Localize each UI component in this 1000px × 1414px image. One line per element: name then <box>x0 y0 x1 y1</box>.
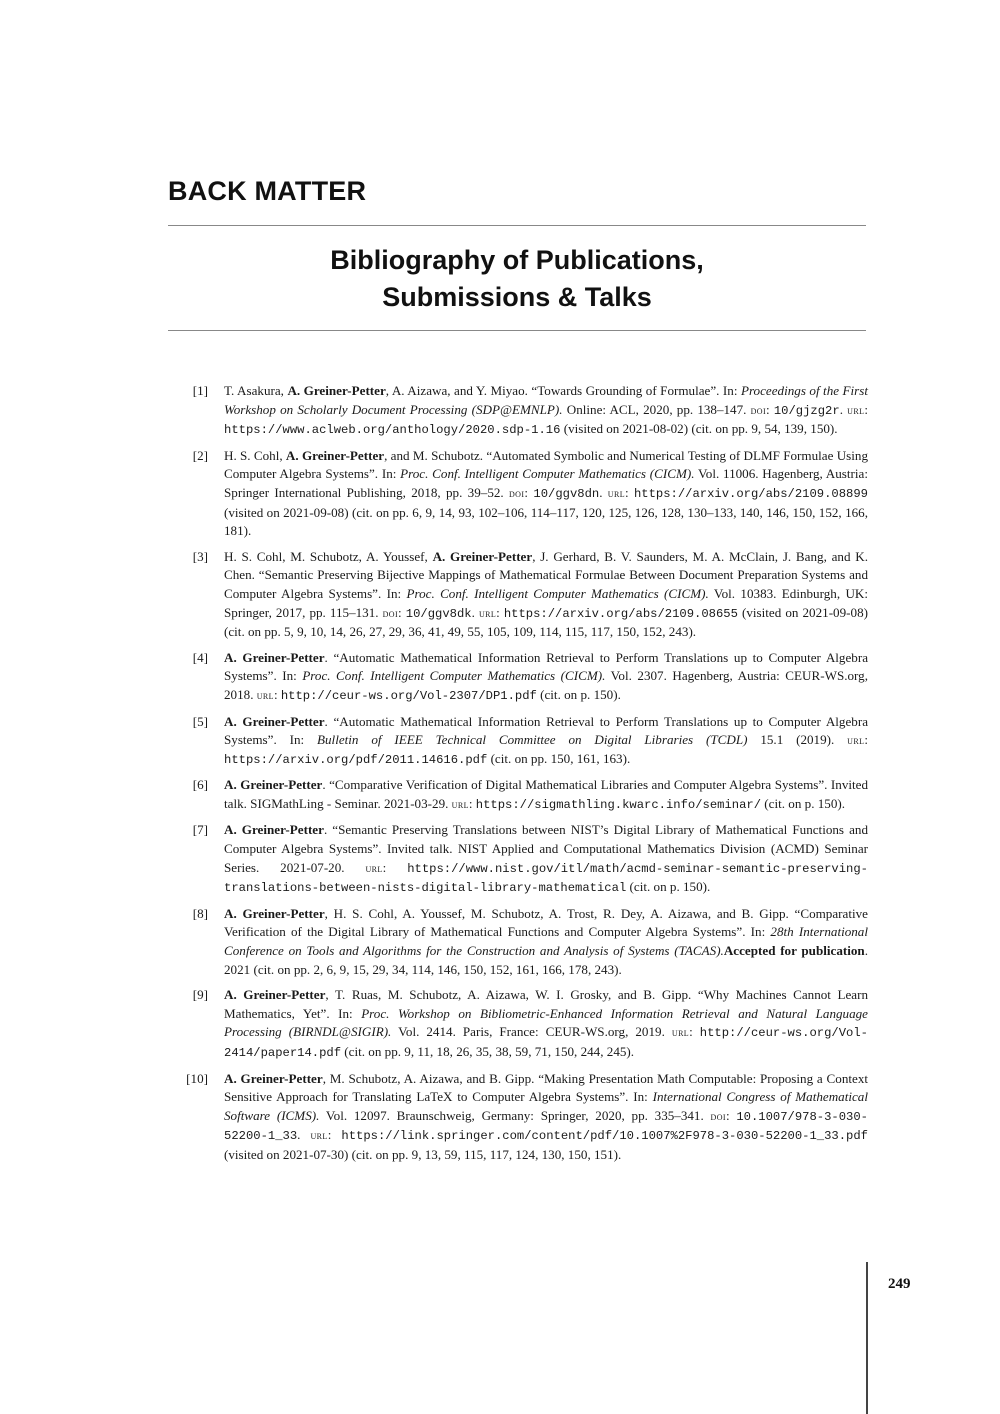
url-label: url <box>310 1128 328 1143</box>
highlighted-author: A. Greiner-Petter <box>224 987 326 1003</box>
url-label: url <box>256 687 274 702</box>
entry-title: “Automatic Mathematical Information Retrieval to Perform Translations up to Computer Algebra Systems”. In: <box>224 649 869 684</box>
authors-before: H. S. Cohl, <box>224 447 286 463</box>
url-link[interactable]: https://www.nist.gov/itl/math/acmd-seminar-semantic-preserving-translations-between-nists-digital-library-mathematical <box>224 861 868 896</box>
url-link[interactable]: https://arxiv.org/abs/2109.08655 <box>503 606 738 621</box>
entry-tail: (cit. on p. 150). <box>536 686 621 702</box>
doi-label: doi <box>750 402 767 417</box>
url-link[interactable]: https://link.springer.com/content/pdf/10.1007%2F978-3-030-52200-1_33.pdf <box>341 1129 868 1144</box>
highlighted-author: A. Greiner-Petter <box>224 1070 323 1086</box>
authors-after: . <box>323 822 333 838</box>
entry-tail: (cit. on p. 150). <box>626 879 711 895</box>
doi-label: doi <box>710 1108 726 1123</box>
chapter-title <box>168 242 866 316</box>
page-number: 249 <box>888 1276 911 1292</box>
entry-details: Vol. 2307. Hagenberg, Austria: CEUR-WS.org, 2018. <box>224 668 868 702</box>
url-link[interactable]: http://ceur-ws.org/Vol-2414/paper14.pdf <box>224 1026 868 1060</box>
doi-value[interactable]: 10/ggv8dn <box>533 486 600 501</box>
entry-number: [10] <box>186 1070 208 1086</box>
entry-title: “Comparative Verification of the Digital Library of Mathematical Functions and Computer Algebra Systems”. In: <box>224 905 868 940</box>
entry-number: [5] <box>192 713 208 729</box>
entry-tail: (cit. on p. 150). <box>761 795 846 811</box>
authors-after: . <box>322 777 330 793</box>
entry-title: “Making Presentation Math Computable: Proposing a Context Sensitive Approach for Translating LaTeX to Computer Algebra Systems”. In: <box>224 1070 868 1105</box>
highlighted-author: A. Greiner-Petter <box>224 649 325 665</box>
authors-after: , T. Ruas, M. Schubotz, A. Aizawa, W. I. Grosky, and B. Gipp. <box>325 987 698 1003</box>
url-label: url <box>365 860 383 875</box>
url-link[interactable]: https://arxiv.org/abs/2109.08899 <box>633 486 868 501</box>
highlighted-author: A. Greiner-Petter <box>432 548 533 564</box>
accepted-note: Accepted for publication <box>723 943 865 959</box>
entry-venue: Proc. Conf. Intelligent Computer Mathematics (CICM). <box>302 668 606 684</box>
authors-after: , and M. Schubotz. <box>384 447 487 463</box>
bibliography-list <box>168 382 868 1172</box>
entry-number: [6] <box>192 777 208 793</box>
url-link[interactable]: https://www.aclweb.org/anthology/2020.sdp-1.16 <box>224 423 561 438</box>
entry-number: [4] <box>192 649 208 665</box>
bibliography-entry <box>168 905 868 979</box>
entry-title: “Semantic Preserving Translations between NIST’s Digital Library of Mathematical Functions and Computer Algebra Systems”. Invited talk. NIST Applied and Computational Mathematics Division (ACMD) Seminar Series. 2021-07-20. <box>224 822 868 875</box>
top-rule <box>168 225 866 226</box>
entry-title: “Why Machines Cannot Learn Mathematics, Yet”. In: <box>224 987 868 1021</box>
entry-tail: (visited on 2021-07-30) (cit. on pp. 9, 13, 59, 115, 117, 124, 130, 150, 151). <box>224 1146 622 1162</box>
bibliography-entry: [6] A. Greiner-Petter. “Comparative Verification of Digital Mathematical Libraries and Computer Algebra Systems”. Invited talk. SIGMathLing - Seminar. 2021-03-29. url: https://sigmathling.kwarc.info/seminar/ (cit. on p. 150). <box>168 776 868 814</box>
bibliography-entry: [1] T. Asakura, A. Greiner-Petter, A. Aizawa, and Y. Miyao. “Towards Grounding of Formulae”. In: Proceedings of the First Workshop on Scholarly Document Processing (SDP@EMNLP). Online: ACL, 2020, pp. 138–147. doi: 10/gjzg2r. url: https://www.aclweb.org/anthology/2020.sdp-1.16 (visited on 2021-08-02) (cit. on pp. 9, 54, 139, 150). <box>168 382 868 440</box>
margin-bar <box>866 1262 868 1414</box>
url-label: url <box>607 485 625 500</box>
highlighted-author: A. Greiner-Petter <box>224 713 325 729</box>
authors-before: T. Asakura, <box>224 383 288 398</box>
authors-after: , M. Schubotz, A. Aizawa, and B. Gipp. <box>322 1070 539 1086</box>
url-link[interactable]: https://sigmathling.kwarc.info/seminar/ <box>475 797 762 812</box>
entry-title: “Automated Symbolic and Numerical Testing of DLMF Formulae Using Computer Algebra Systems”. In: <box>224 447 868 482</box>
chapter-title-line-1: Bibliography of Publications, <box>330 245 704 275</box>
authors-after: . <box>324 649 334 665</box>
entry-number: [2] <box>192 447 208 463</box>
url-label: url <box>847 402 865 417</box>
entry-venue: Proc. Workshop on Bibliometric-Enhanced Information Retrieval and Natural Language Processing (BIRNDL@SIGIR). <box>224 1005 868 1040</box>
entry-title: “Comparative Verification of Digital Mathematical Libraries and Computer Algebra Systems”. Invited talk. SIGMathLing - Seminar. 2021-03-29. <box>224 777 869 811</box>
bibliography-entry: [3] H. S. Cohl, M. Schubotz, A. Youssef, A. Greiner-Petter, J. Gerhard, B. V. Saunders, M. A. McClain, J. Bang, and K. Chen. “Semantic Preserving Bijective Mappings of Mathematical Formulae Between Document Preparation Systems and Computer Algebra Systems”. In: Proc. Conf. Intelligent Computer Mathematics (CICM). Vol. 10383. Edinburgh, UK: Springer, 2017, pp. 115–131. doi: 10/ggv8dk. url: https://arxiv.org/abs/2109.08655 (visited on 2021-09-08) (cit. on pp. 5, 9, 10, 14, 26, 27, 29, 36, 41, 49, 55, 105, 109, 114, 115, 117, 150, 152, 243). <box>168 548 868 642</box>
entry-venue: Proc. Conf. Intelligent Computer Mathematics (CICM). <box>406 585 709 601</box>
part-title: BACK MATTER <box>168 176 367 206</box>
bibliography-entry: [10] A. Greiner-Petter, M. Schubotz, A. Aizawa, and B. Gipp. “Making Presentation Math Computable: Proposing a Context Sensitive Approach for Translating LaTeX to Computer Algebra Systems”. In: International Congress of Mathematical Software (ICMS). Vol. 12097. Braunschweig, Germany: Springer, 2020, pp. 335–341. doi: 10.1007/978-3-030-52200-1_33. url: https://link.springer.com/content/pdf/10.1007%2F978-3-030-52200-1_33.pdf (visited on 2021-07-30) (cit. on pp. 9, 13, 59, 115, 117, 124, 130, 150, 151). <box>168 1070 868 1165</box>
bottom-rule <box>168 330 866 331</box>
url-label: url <box>451 796 469 811</box>
entry-number: [1] <box>192 383 208 398</box>
authors-before: H. S. Cohl, M. Schubotz, A. Youssef, <box>224 548 433 564</box>
url-link[interactable]: http://ceur-ws.org/Vol-2307/DP1.pdf <box>280 688 537 703</box>
entry-tail: (cit. on pp. 9, 11, 18, 26, 35, 38, 59, 71, 150, 244, 245). <box>341 1044 635 1059</box>
entry-details: 15.1 (2019). <box>747 732 848 748</box>
doi-value[interactable]: 10/ggv8dk <box>405 606 472 621</box>
doi-label: doi <box>509 485 525 500</box>
entry-tail: (visited on 2021-09-08) (cit. on pp. 5, 9, 10, 14, 26, 27, 29, 36, 41, 49, 55, 105, 109, 114, 115, 117, 150, 152, 243). <box>224 604 868 640</box>
entry-details: Vol. 2414. Paris, France: CEUR-WS.org, 2019. <box>391 1024 672 1040</box>
bibliography-entry: [4] A. Greiner-Petter. “Automatic Mathematical Information Retrieval to Perform Translations up to Computer Algebra Systems”. In: Proc. Conf. Intelligent Computer Mathematics (CICM). Vol. 2307. Hagenberg, Austria: CEUR-WS.org, 2018. url: http://ceur-ws.org/Vol-2307/DP1.pdf (cit. on p. 150). <box>168 649 868 706</box>
entry-title: “Towards Grounding of Formulae”. In: <box>531 383 741 398</box>
highlighted-author: A. Greiner-Petter <box>224 777 323 793</box>
url-label: url <box>671 1025 690 1040</box>
entry-venue: Proc. Conf. Intelligent Computer Mathematics (CICM). <box>400 466 695 482</box>
entry-number: [9] <box>192 987 208 1003</box>
bibliography-entry: [9] A. Greiner-Petter, T. Ruas, M. Schubotz, A. Aizawa, W. I. Grosky, and B. Gipp. “Why Machines Cannot Learn Mathematics, Yet”. In: Proc. Workshop on Bibliometric-Enhanced Information Retrieval and Natural Language Processing (BIRNDL@SIGIR). Vol. 2414. Paris, France: CEUR-WS.org, 2019. url: http://ceur-ws.org/Vol-2414/paper14.pdf (cit. on pp. 9, 11, 18, 26, 35, 38, 59, 71, 150, 244, 245). <box>168 986 868 1062</box>
entry-title: “Automatic Mathematical Information Retrieval to Perform Translations up to Computer Algebra Systems”. In: <box>224 713 869 748</box>
entry-number: [3] <box>192 548 208 564</box>
entry-number: [7] <box>192 822 208 838</box>
authors-after: , H. S. Cohl, A. Youssef, M. Schubotz, A. Trost, R. Dey, A. Aizawa, and B. Gipp. <box>324 905 795 921</box>
highlighted-author: A. Greiner-Petter <box>224 822 324 838</box>
entry-venue: International Congress of Mathematical Software (ICMS). <box>224 1089 868 1123</box>
doi-value[interactable]: 10.1007/978-3-030-52200-1_33 <box>224 1109 868 1144</box>
doi-label: doi <box>382 605 399 620</box>
authors-after: . <box>324 713 334 729</box>
chapter-title-line-2: Submissions & Talks <box>382 282 652 312</box>
entry-details: Online: ACL, 2020, pp. 138–147. <box>562 401 751 417</box>
entry-details: Vol. 12097. Braunschweig, Germany: Springer, 2020, pp. 335–341. <box>319 1107 711 1123</box>
authors-after: , A. Aizawa, and Y. Miyao. <box>385 383 532 398</box>
url-label: url <box>847 733 865 748</box>
highlighted-author: A. Greiner-Petter <box>287 383 386 398</box>
bibliography-entry: [2] H. S. Cohl, A. Greiner-Petter, and M. Schubotz. “Automated Symbolic and Numerical Testing of DLMF Formulae Using Computer Algebra Systems”. In: Proc. Conf. Intelligent Computer Mathematics (CICM). Vol. 11006. Hagenberg, Austria: Springer International Publishing, 2018, pp. 39–52. doi: 10/ggv8dn. url: https://arxiv.org/abs/2109.08899 (visited on 2021-09-08) (cit. on pp. 6, 9, 14, 93, 102–106, 114–117, 120, 125, 126, 128, 130–133, 140, 146, 150, 152, 166, 181). <box>168 447 868 541</box>
entry-tail: . 2021 (cit. on pp. 2, 6, 9, 15, 29, 34, 114, 146, 150, 152, 161, 166, 178, 243). <box>224 943 868 977</box>
highlighted-author: A. Greiner-Petter <box>224 905 325 921</box>
bibliography-entry: [7] A. Greiner-Petter. “Semantic Preserving Translations between NIST’s Digital Library of Mathematical Functions and Computer Algebra Systems”. Invited talk. NIST Applied and Computational Mathematics Division (ACMD) Seminar Series. 2021-07-20. url: https://www.nist.gov/itl/math/acmd-seminar-semantic-preserving-translations-between-nists-digital-library-mathematical (cit. on p. 150). <box>168 821 868 897</box>
highlighted-author: A. Greiner-Petter <box>285 447 385 463</box>
entry-tail: (cit. on pp. 150, 161, 163). <box>487 750 631 766</box>
entry-venue: Bulletin of IEEE Technical Committee on Digital Libraries (TCDL) <box>317 732 748 748</box>
entry-venue: 28th International Conference on Tools and Algorithms for the Construction and Analysis of Systems (TACAS). <box>224 924 868 959</box>
entry-tail: (visited on 2021-08-02) (cit. on pp. 9, 54, 139, 150). <box>560 421 838 437</box>
entry-details: Vol. 11006. Hagenberg, Austria: Springer International Publishing, 2018, pp. 39–52. <box>224 466 868 500</box>
entry-title: “Semantic Preserving Bijective Mappings of Mathematical Formulae Between Document Preparation Systems and Computer Algebra Systems”. In: <box>224 567 868 601</box>
url-label: url <box>478 605 497 620</box>
entry-number: [8] <box>192 905 208 921</box>
entry-tail: (visited on 2021-09-08) (cit. on pp. 6, 9, 14, 93, 102–106, 114–117, 120, 125, 126, 128, 130–133, 140, 146, 150, 152, 166, 181). <box>224 504 868 539</box>
authors-after: , J. Gerhard, B. V. Saunders, M. A. McClain, J. Bang, and K. Chen. <box>224 548 868 583</box>
entry-venue: Proceedings of the First Workshop on Scholarly Document Processing (SDP@EMNLP). <box>224 383 868 417</box>
url-link[interactable]: https://arxiv.org/pdf/2011.14616.pdf <box>224 752 488 767</box>
entry-details: Vol. 10383. Edinburgh, UK: Springer, 2017, pp. 115–131. <box>224 585 868 620</box>
bibliography-entry: [5] A. Greiner-Petter. “Automatic Mathematical Information Retrieval to Perform Translations up to Computer Algebra Systems”. In: Bulletin of IEEE Technical Committee on Digital Libraries (TCDL) 15.1 (2019). url: https://arxiv.org/pdf/2011.14616.pdf (cit. on pp. 150, 161, 163). <box>168 713 868 770</box>
doi-value[interactable]: 10/gjzg2r <box>773 403 840 418</box>
